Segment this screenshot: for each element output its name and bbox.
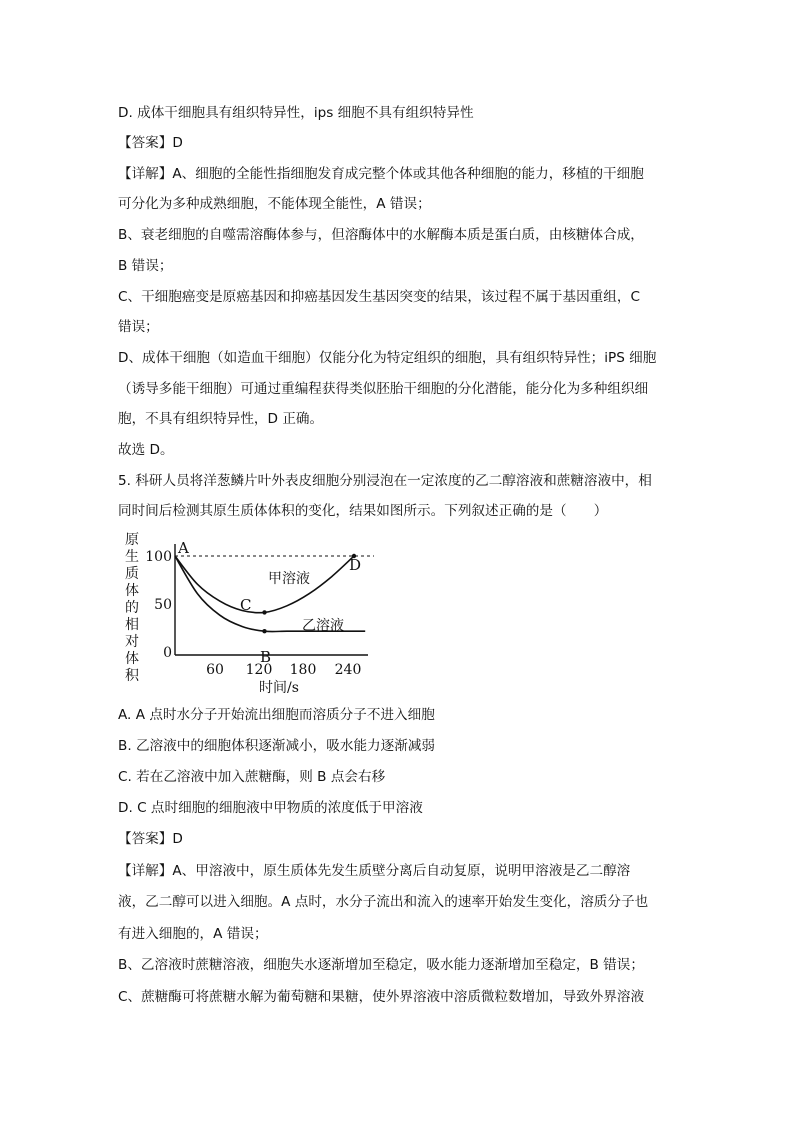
point-b-label: B [260,648,272,666]
explain-prev-1: 【详解】A、细胞的全能性指细胞发育成完整个体或其他各种细胞的能力，移植的干细胞 [118,166,644,182]
explain-prev-8: （诱导多能干细胞）可通过重编程获得类似胚胎干细胞的分化潜能，能分化为多种组织细 [118,381,649,397]
volume-chart [118,530,388,700]
series-yi-label: 乙溶液 [302,618,344,634]
option-a: A. A 点时水分子开始流出细胞而溶质分子不进入细胞 [118,707,435,723]
option-c: C. 若在乙溶液中加入蔗糖酶，则 B 点会右移 [118,769,386,785]
ylabel-char: 体 [125,651,139,667]
x-tick-label: 180 [289,662,317,678]
explain-prev-4: B 错误； [118,258,173,274]
explain-prev-5: C、干细胞癌变是原癌基因和抑癌基因发生基因突变的结果，该过程不属于基因重组，C [118,289,640,305]
y-tick-label: 50 [154,597,172,613]
point-d-label: D [349,556,362,574]
ylabel-char: 积 [125,668,139,684]
option-d: D. C 点时细胞的细胞液中甲物质的浓度低于甲溶液 [118,800,423,816]
explain-prev-7: D、成体干细胞（如造血干细胞）仅能分化为特定组织的细胞，具有组织特异性；iPS 细胞 [118,350,657,366]
point-b-marker [262,629,266,633]
choose-d: 故选 D。 [118,442,174,458]
x-tick-label: 60 [206,662,224,678]
y-tick-label: 100 [145,549,172,565]
question-5-line-1: 5. 科研人员将洋葱鳞片叶外表皮细胞分别浸泡在一定浓度的乙二醇溶液和蔗糖溶液中，相 [118,473,652,489]
ylabel-char: 的 [125,600,139,616]
explain-prev-9: 胞，不具有组织特异性，D 正确。 [118,411,324,427]
explain-line-4: B、乙溶液时蔗糖溶液，细胞失水逐渐增加至稳定，吸水能力逐渐增加至稳定，B 错误； [118,957,644,973]
chart-svg [118,530,388,700]
ylabel-char: 原 [125,532,139,548]
option-b: B. 乙溶液中的细胞体积逐渐减小，吸水能力逐渐减弱 [118,738,436,754]
point-a-label: A [178,539,189,557]
ylabel-char: 相 [125,617,139,633]
explain-prev-2: 可分化为多种成熟细胞，不能体现全能性，A 错误； [118,196,431,212]
explain-line-5: C、蔗糖酶可将蔗糖水解为葡萄糖和果糖，使外界溶液中溶质微粒数增加，导致外界溶液 [118,989,645,1005]
answer: 【答案】D [118,831,183,847]
x-axis-label: 时间/s [259,680,299,696]
ylabel-char: 生 [125,549,139,565]
y-tick-label: 0 [163,645,172,661]
explain-line-2: 液，乙二醇可以进入细胞。A 点时，水分子流出和流入的速率开始发生变化，溶质分子也 [118,894,649,910]
question-5-line-2: 同时间后检测其原生质体体积的变化，结果如图所示。下列叙述正确的是（ ） [118,503,608,519]
x-ticks [206,662,361,678]
y-axis-label [125,532,140,684]
point-c-marker [262,610,266,614]
explain-prev-3: B、衰老细胞的自噬需溶酶体参与，但溶酶体中的水解酶本质是蛋白质，由核糖体合成， [118,227,644,243]
y-ticks [145,549,172,661]
ylabel-char: 质 [125,566,139,582]
series-jia-line [175,556,354,613]
series-jia-label: 甲溶液 [268,571,310,587]
x-tick-label: 240 [334,662,362,678]
x-tick-label: 120 [245,662,273,678]
option-d-prev: D. 成体干细胞具有组织特异性，ips 细胞不具有组织特异性 [118,105,474,121]
explain-line-3: 有进入细胞的，A 错误； [118,926,268,942]
ylabel-char: 对 [125,634,139,650]
explain-prev-6: 错误； [118,319,159,335]
ylabel-char: 体 [125,583,139,599]
answer-prev: 【答案】D [118,135,183,151]
point-c-label: C [240,596,252,614]
explain-line-1: 【详解】A、甲溶液中，原生质体先发生质壁分离后自动复原，说明甲溶液是乙二醇溶 [118,863,631,879]
